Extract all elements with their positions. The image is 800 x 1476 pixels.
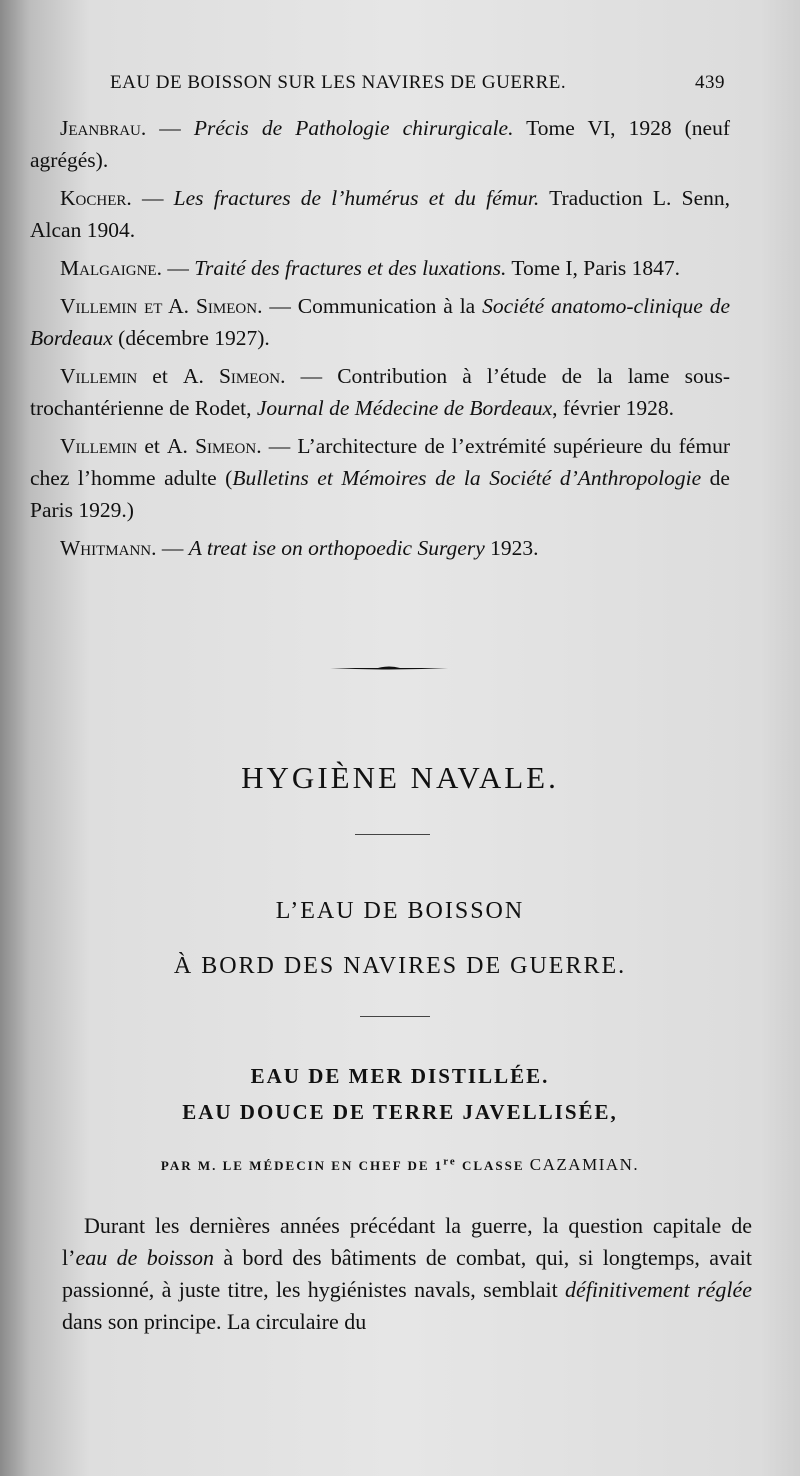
ref-title: Journal de Médecine de Bordeaux (256, 396, 553, 420)
subtitle-line-1: EAU DE MER DISTILLÉE. (250, 1064, 550, 1088)
running-head (110, 72, 725, 94)
ref-title: Traité des fractures et des luxations. (194, 256, 507, 280)
divider (355, 834, 430, 835)
ref-author: Villemin (60, 434, 138, 458)
ref-title: Les fractures de l’humérus et du fémur. (173, 186, 540, 210)
article-title-line-1: L’EAU DE BOISSON (275, 898, 525, 924)
divider (360, 1016, 430, 1017)
reference-item: Jeanbrau. — Précis de Pathologie chirurgicale. Tome VI, 1928 (neuf agrégés). (30, 116, 731, 172)
page-number: 439 (695, 72, 725, 93)
ref-title: Bulletins et Mémoires de la Société d’Anthropologie (232, 466, 702, 490)
author-name: CAZAMIAN. (529, 1155, 640, 1174)
article-title-line-2: À BORD DES NAVIRES DE GUERRE. (173, 953, 627, 979)
ref-author: Whitmann. (60, 536, 157, 560)
section-title: HYGIÈNE NAVALE. (241, 760, 559, 795)
subtitle-line-2: EAU DOUCE DE TERRE JAVELLISÉE, (182, 1100, 618, 1124)
references-list (30, 112, 730, 570)
reference-item: Kocher. — Les fractures de l’humérus et du fémur. Traduction L. Senn, Alcan 1904. (30, 186, 730, 242)
paragraph: Durant les dernières années précédant la guerre, la question capitale de l’eau de boisson à bord des bâtiments de combat, qui, si longtemps, avait passionné, à juste titre, les hygiénistes navals, semblait définitivement réglée dans son principe. La circulaire du (62, 1213, 752, 1334)
reference-item: Malgaigne. — Traité des fractures et des luxations. Tome I, Paris 1847. (60, 256, 681, 280)
running-head-title: EAU DE BOISSON SUR LES NAVIRES DE GUERRE. (110, 72, 567, 93)
ornamental-rule-icon (330, 665, 448, 671)
ref-author-2: A. Simeon. (167, 434, 262, 458)
ref-author: Villemin et A. Simeon. (60, 294, 263, 318)
reference-item: Villemin et A. Simeon. — Communication à la Société anatomo-clinique de Bordeaux (décembre 1927). (30, 294, 730, 350)
byline: PAR M. LE MÉDECIN EN CHEF DE 1re CLASSE CAZAMIAN. (160, 1155, 640, 1174)
reference-item: Whitmann. — A treat ise on orthopoedic Surgery 1923. (60, 536, 539, 560)
ref-author: Malgaigne. (60, 256, 162, 280)
ref-author: Jeanbrau. (60, 116, 147, 140)
reference-item: Villemin et A. Simeon. — Contribution à l’étude de la lame sous-trochantérienne de Rodet, Journal de Médecine de Bordeaux, février 1928. (30, 364, 730, 420)
reference-item: Villemin et A. Simeon. — L’architecture de l’extrémité supérieure du fémur chez l’homme adulte (Bulletins et Mémoires de la Société d’Anthropologie de Paris 1929.) (30, 434, 730, 522)
ref-author: Villemin (60, 364, 138, 388)
ref-title: Précis de Pathologie chirurgicale. (193, 116, 514, 140)
body-text (62, 1210, 752, 1338)
ref-author: Kocher. (60, 186, 132, 210)
ref-title: Société anatomo-clinique de Bordeaux (30, 294, 730, 350)
ref-title: A treat ise on orthopoedic Surgery (188, 536, 485, 560)
ref-author-2: A. Simeon. (182, 364, 286, 388)
